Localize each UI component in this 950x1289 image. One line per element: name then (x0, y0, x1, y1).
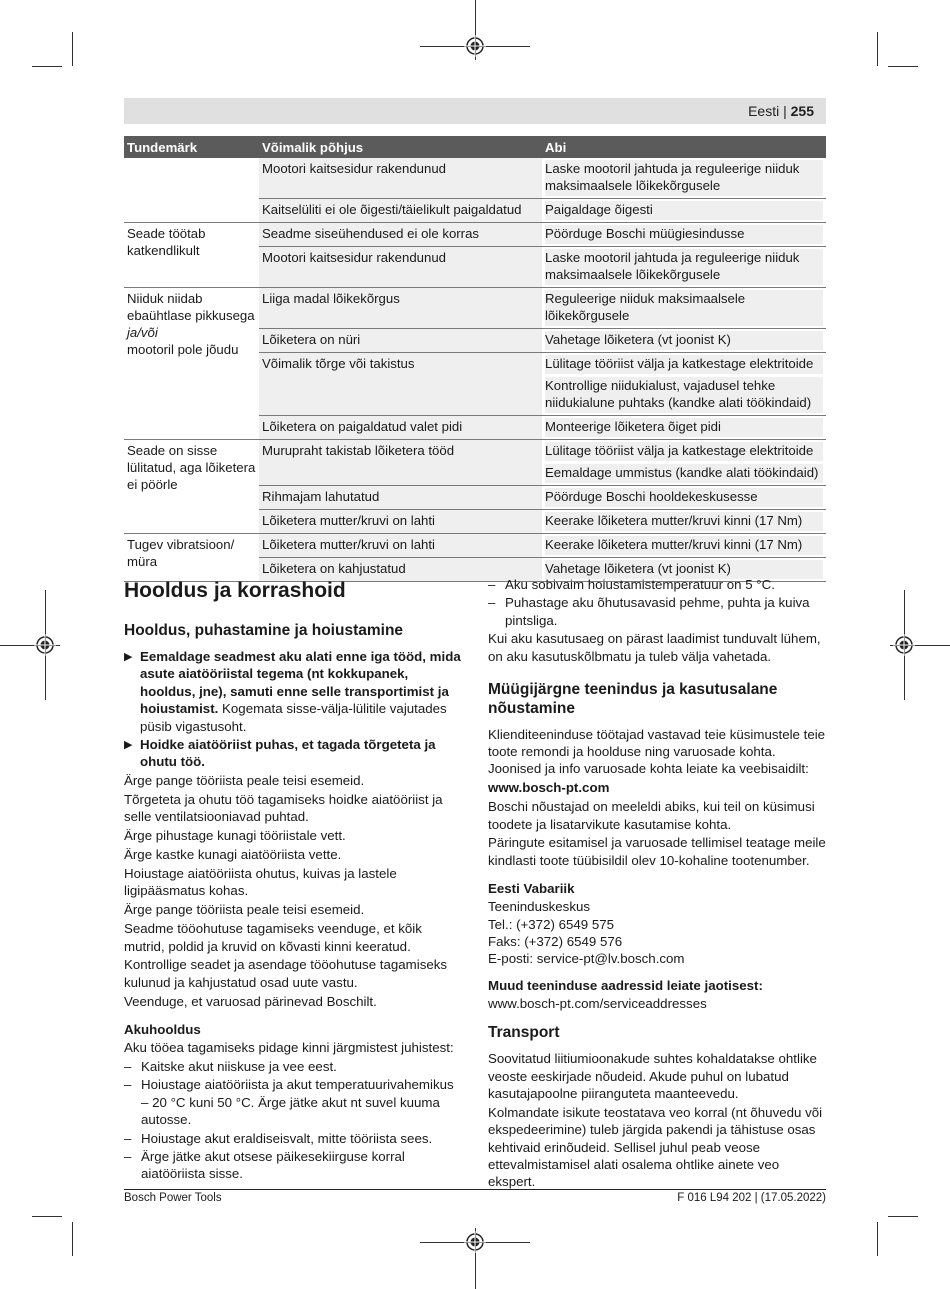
help-cell: Reguleerige niiduk maksimaalsele lõikekõrgusele (545, 290, 823, 326)
table-group (124, 288, 826, 440)
list-item-text: Hoiustage aiatööriista ja akut temperatuurivahemikus – 20 °C kuni 50 °C. Ärge jätke akut nt suvel kuuma autosse. (141, 1077, 454, 1128)
symptom-cell (124, 158, 259, 222)
help-cell: Kontrollige niidukialust, vajadusel tehke niidukialune puhtaks (kandke alati töökindaid) (545, 377, 823, 413)
subsection-title: Müügijärgne teenindus ja kasutusalane nõustamine (488, 680, 778, 717)
help-cell: Laske mootoril jahtuda ja reguleerige niiduk maksimaalsele lõikekõrgusele (545, 249, 823, 285)
help-cell: Keerake lõiketera mutter/kruvi kinni (17 Nm) (545, 512, 823, 531)
symptom-line: ja/või (127, 325, 158, 340)
paragraph: Päringute esitamisel ja varuosade tellimisel teatage meile kindlasti toote tüübisildil olev 10-kohaline tootenumber. (488, 835, 826, 868)
crop-mark (72, 32, 73, 66)
table-row (259, 353, 826, 416)
contact-line: Teeninduskeskus (488, 899, 591, 915)
crop-mark (32, 1216, 62, 1217)
header-text (748, 103, 814, 119)
table-group (124, 534, 826, 582)
page-number: 255 (790, 103, 814, 119)
cause-cell: Mootori kaitsesidur rakendunud (259, 247, 542, 287)
table-row (259, 329, 826, 353)
symptom-cell (124, 288, 259, 439)
table-row (259, 440, 826, 486)
cause-cell: Liiga madal lõikekõrgus (259, 288, 542, 328)
contact-line: Tel.: (+372) 6549 575 (488, 916, 615, 932)
paragraph: Ärge pange tööriista peale teisi esemeid. (124, 902, 365, 918)
help-cell: Laske mootoril jahtuda ja reguleerige niiduk maksimaalsele lõikekõrgusele (545, 160, 823, 196)
list-item: – Puhastage aku õhutusavasid pehme, puhta ja kuiva pintsliga. (488, 594, 826, 629)
symptom-cell: Seade töötab katkendlikult (127, 226, 206, 258)
table-row (259, 486, 826, 510)
bullet-text: Kogemata sisse-välja-lülitile vajutades püsib vigastusoht. (140, 701, 447, 734)
footer-divider (124, 1189, 826, 1190)
paragraph: Tõrgeteta ja ohutu töö tagamiseks hoidke aiatööriist ja selle ventilatsiooniavad puhtad. (124, 791, 443, 825)
table-group (124, 158, 826, 223)
help-cell: Monteerige lõiketera õiget pidi (545, 418, 823, 437)
paragraph: Veenduge, et varuosad pärinevad Boschilt. (124, 993, 377, 1009)
list-item: – Hoiustage akut eraldiseisvalt, mitte tööriista sees. (124, 1130, 462, 1147)
table-row (259, 288, 826, 329)
list-item: – Ärge jätke akut otsese päikesekiirguse korral aiatööriista sisse. (124, 1148, 462, 1183)
list-item: – Aku sobivaim hoiustamistemperatuur on 5 °C. (488, 576, 826, 593)
symptom-cell: Seade on sisse lülitatud, aga lõiketera ei pöörle (127, 443, 256, 492)
paragraph: Boschi nõustajad on meeleldi abiks, kui teil on küsimusi toodete ja lisatarvikute kasutamise kohta. (488, 799, 815, 832)
warning-bullet (124, 736, 462, 771)
crop-mark (888, 1216, 918, 1217)
column-header-help: Abi (545, 140, 567, 155)
symptom-line: mootoril pole jõudu (127, 342, 239, 357)
table-row (259, 199, 826, 222)
warning-bullet (124, 648, 462, 735)
help-cell: Eemaldage ummistus (kandke alati töökindaid) (545, 464, 823, 483)
footer-brand: Bosch Power Tools (124, 1192, 222, 1204)
list-item-text: Ärge jätke akut otsese päikesekiirguse korral aiatööriista sisse. (141, 1148, 405, 1182)
cause-cell: Kaitselüliti ei ole õigesti/täielikult paigaldatud (259, 199, 542, 222)
cause-cell: Seadme siseühendused ei ole korras (259, 223, 542, 246)
subsection-title: Hooldus, puhastamine ja hoiustamine (124, 622, 404, 639)
left-column (124, 576, 462, 1184)
triangle-bullet-icon: ▶ (124, 651, 133, 663)
registration-mark-icon (893, 634, 915, 656)
list-item-text: Puhastage aku õhutusavasid pehme, puhta ja kuiva pintsliga. (505, 595, 810, 628)
list-item-text: Hoiustage akut eraldiseisvalt, mitte tööriista sees. (141, 1130, 433, 1146)
table-row (259, 223, 826, 247)
crop-mark (877, 32, 878, 66)
cause-cell: Lõiketera mutter/kruvi on lahti (259, 510, 542, 533)
help-cell: Vahetage lõiketera (vt joonist K) (545, 560, 823, 579)
cause-cell: Lõiketera on kahjustatud (259, 558, 542, 581)
list-item: – Hoiustage aiatööriista ja akut temperatuurivahemikus – 20 °C kuni 50 °C. Ärge jätke akut nt suvel kuuma autosse. (124, 1076, 462, 1128)
table-group (124, 223, 826, 288)
bullet-bold-text: Eemaldage seadmest aku alati enne iga tööd, mida asute aiatööriistal tegema (nt kokkupanek, hooldus, jne), samuti enne selle transportimist ja hoiustamist. (140, 649, 461, 717)
country-title: Eesti Vabariik (488, 880, 575, 896)
header-separator: | (783, 103, 787, 119)
crop-mark (888, 66, 918, 67)
website-link[interactable]: www.bosch-pt.com (488, 780, 610, 796)
table-row (259, 158, 826, 199)
table-row (259, 247, 826, 287)
table-row (259, 534, 826, 558)
page-header (124, 98, 826, 124)
paragraph: Soovitatud liitiumioonakude suhtes kohaldatakse ohtlike veoste eeskirjade nõudeid. Akude puhul on lubatud kasutajapoolne piiranguteta maanteevedu. (488, 1051, 817, 1101)
paragraph: Ärge kastke kunagi aiatööriista vette. (124, 846, 342, 862)
cause-cell: Lõiketera on nüri (259, 329, 542, 352)
paragraph: Kolmandate isikute teostatava veo korral (nt õhuvedu või ekspedeerimine) tuleb järgida pakendi ja tähistuse osas kehtivaid erinõudeid. Sellisel juhul peab veose ettevalmistamisel alati osalema ohtlike ainete veo ekspert. (488, 1104, 823, 1190)
crop-mark (877, 1222, 878, 1256)
paragraph: Ärge pange tööriista peale teisi esemeid. (124, 772, 365, 788)
registration-mark-icon (464, 35, 486, 57)
help-cell: Lülitage tööriist välja ja katkestage elektritoide (545, 355, 823, 374)
column-header-symptom: Tundemärk (127, 140, 198, 155)
list-item-text: Kaitske akut niiskuse ja vee eest. (141, 1058, 337, 1074)
column-header-cause: Võimalik põhjus (262, 140, 364, 155)
table-group (124, 440, 826, 534)
paragraph: Aku tööea tagamiseks pidage kinni järgmistest juhistest: (124, 1040, 454, 1056)
table-header (124, 136, 826, 158)
more-addresses-title: Muud teeninduse aadressid leiate jaotisest: (488, 977, 763, 993)
cause-cell: Lõiketera on paigaldatud valet pidi (259, 416, 542, 439)
footer-doc-id: F 016 L94 202 | (17.05.2022) (677, 1192, 826, 1204)
registration-mark-icon (34, 634, 56, 656)
table-row (259, 416, 826, 439)
contact-line: Faks: (+372) 6549 576 (488, 934, 623, 949)
triangle-bullet-icon: ▶ (124, 739, 133, 752)
help-cell: Paigaldage õigesti (545, 201, 823, 220)
cause-cell: Rihmajam lahutatud (259, 486, 542, 509)
paragraph: Klienditeeninduse töötajad vastavad teie küsimustele teie toote remondi ja hoolduse ning varuosade kohta. Joonised ja info varuosade kohta leiate ka veebisaidilt: (488, 726, 826, 777)
help-cell: Vahetage lõiketera (vt joonist K) (545, 331, 823, 350)
help-cell: Pöörduge Boschi müügiesindusse (545, 225, 823, 244)
cause-cell: Mootori kaitsesidur rakendunud (259, 158, 542, 198)
crop-mark (72, 1222, 73, 1256)
registration-mark-icon (464, 1231, 486, 1253)
service-addresses-link[interactable]: www.bosch-pt.com/serviceaddresses (488, 996, 707, 1012)
paragraph: Kontrollige seadet ja asendage tööohutuse tagamiseks kulunud ja kahjustatud osad uute vastu. (124, 957, 448, 990)
list-item: – Kaitske akut niiskuse ja vee eest. (124, 1058, 462, 1075)
paragraph: Kui aku kasutusaeg on pärast laadimist tunduvalt lühem, on aku kasutuskõlbmatu ja tuleb välja vahetada. (488, 631, 821, 664)
email-link[interactable]: E-posti: service-pt@lv.bosch.com (488, 951, 685, 967)
transport-title: Transport (488, 1024, 560, 1042)
paragraph: Seadme tööohutuse tagamiseks veenduge, et kõik mutrid, poldid ja kruvid on kõvasti kinni keeratud. (124, 921, 422, 954)
bullet-bold-text: Hoidke aiatööriist puhas, et tagada tõrgeteta ja ohutu töö. (140, 737, 436, 770)
symptom-cell: Tugev vibratsioon/ müra (127, 537, 235, 569)
help-cell: Lülitage tööriist välja ja katkestage elektritoide (545, 442, 823, 461)
akuhooldus-title: Akuhooldus (124, 1021, 201, 1037)
header-language: Eesti (748, 103, 780, 119)
paragraph: Hoiustage aiatööriista ohutus, kuivas ja lastele ligipääsmatus kohas. (124, 865, 397, 899)
right-column (488, 576, 826, 1192)
cause-cell: Lõiketera mutter/kruvi on lahti (259, 534, 542, 557)
section-title: Hooldus ja korrashoid (124, 579, 346, 602)
symptom-line: Niiduk niidab ebaühtlase pikkusega (127, 291, 255, 323)
help-cell: Pöörduge Boschi hooldekeskusesse (545, 488, 823, 507)
troubleshooting-table (124, 136, 826, 582)
cause-cell: Murupraht takistab lõiketera tööd (259, 440, 542, 485)
list-item-text: Aku sobivaim hoiustamistemperatuur on 5 °C. (505, 577, 775, 592)
paragraph: Ärge pihustage kunagi tööriistale vett. (124, 828, 346, 844)
help-cell: Keerake lõiketera mutter/kruvi kinni (17 Nm) (545, 536, 823, 555)
cause-cell: Võimalik tõrge või takistus (259, 353, 542, 415)
table-row (259, 510, 826, 533)
crop-mark (32, 66, 62, 67)
